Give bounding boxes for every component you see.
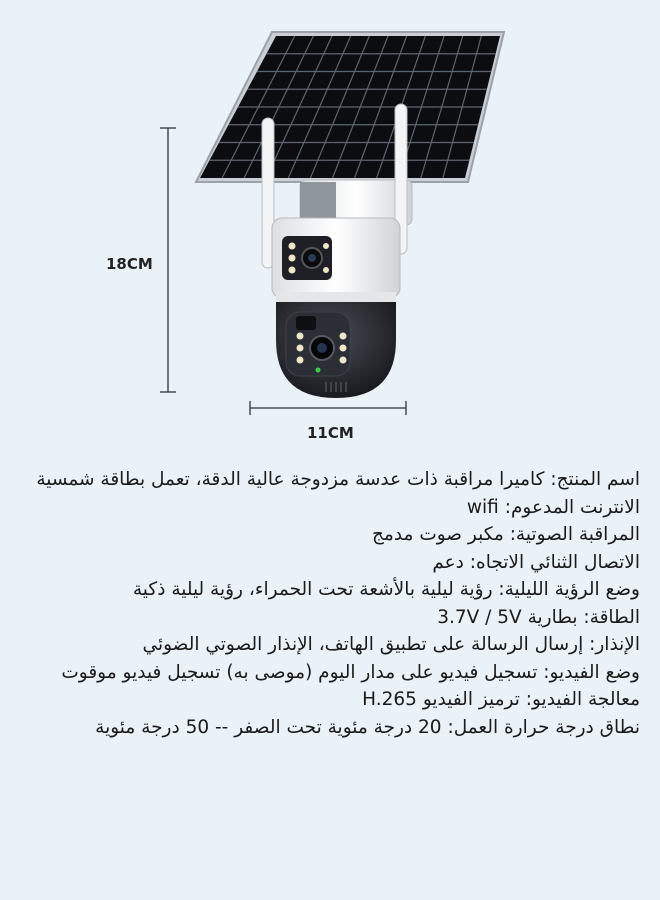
spec-item-two-way-talk: الاتصال الثنائي الاتجاه: دعم — [432, 551, 640, 573]
spec-item-audio: المراقبة الصوتية: مكبر صوت مدمج — [371, 524, 640, 545]
spec-item-power: الطاقة: بطارية 3.7V / 5V — [437, 606, 640, 628]
width-dimension-line — [250, 401, 406, 415]
spec-item-video-mode: وضع الفيديو: تسجيل فيديو على مدار اليوم (موصى به) تسجيل فيديو موقوت — [61, 661, 640, 683]
spec-item-alarm: الإنذار: إرسال الرسالة على تطبيق الهاتف، الإنذار الصوتي الضوئي — [142, 634, 640, 655]
width-label: 11CM — [307, 424, 354, 442]
spec-item-video-processing: معالجة الفيديو: ترميز الفيديو H.265 — [362, 689, 640, 710]
spec-item-internet: الانترنت المدعوم: wifi — [466, 496, 640, 518]
spec-item-night-vision: وضع الرؤية الليلية: رؤية ليلية بالأشعة تحت الحمراء، رؤية ليلية ذكية — [132, 579, 640, 600]
height-label: 18CM — [106, 255, 153, 273]
spec-item-product-name: اسم المنتج: كاميرا مراقبة ذات عدسة مزدوجة عالية الدقة، تعمل بطاقة شمسية — [36, 469, 640, 490]
spec-item-temperature: نطاق درجة حرارة العمل: 20 درجة مئوية تحت الصفر -- 50 درجة مئوية — [95, 716, 640, 738]
spec-list — [28, 466, 640, 741]
height-dimension-line — [160, 128, 176, 392]
